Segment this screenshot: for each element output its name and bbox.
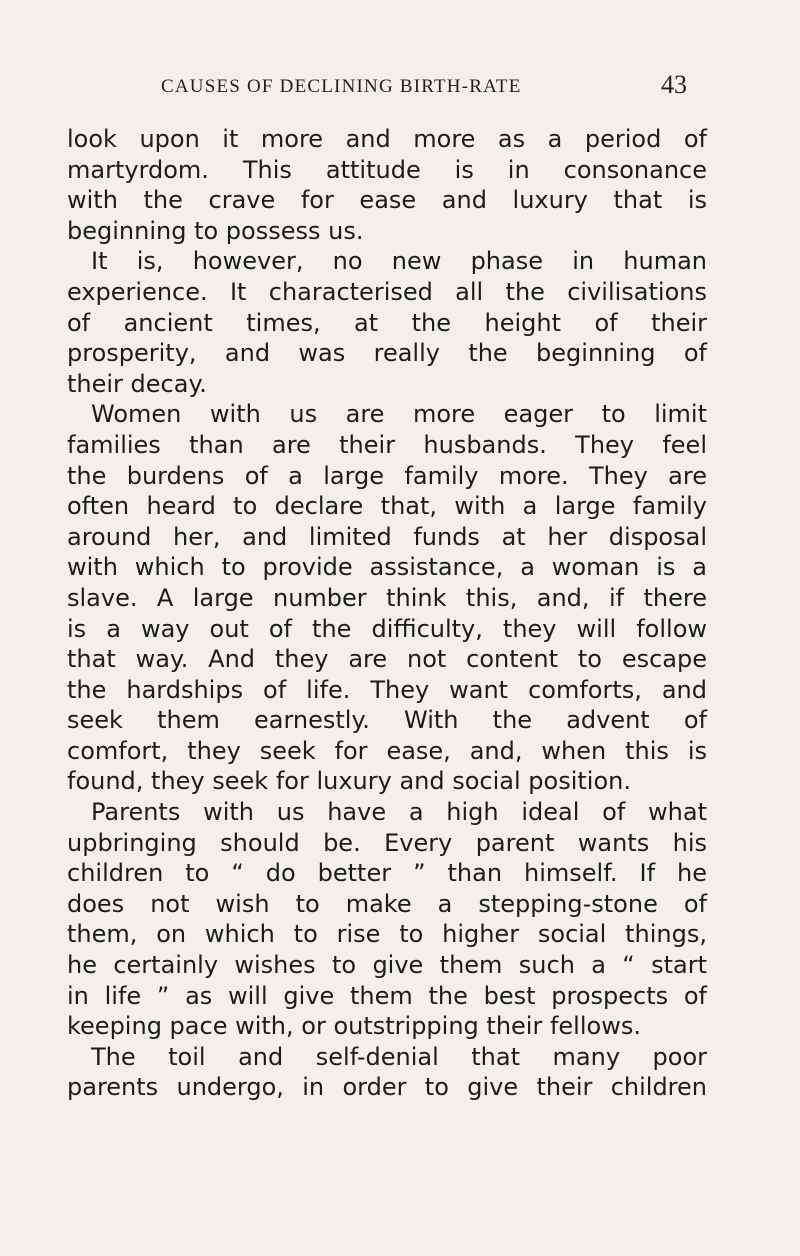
text-line: Women with us are more eager to limit: [91, 400, 707, 429]
text-line: prosperity, and was really the beginning of: [67, 339, 707, 368]
text-line: parents undergo, in order to give their children: [67, 1073, 707, 1102]
page-number: 43: [661, 70, 687, 99]
text-line: does not wish to make a stepping-stone of: [67, 889, 707, 918]
text-line: is a way out of the difficulty, they will follow: [67, 614, 707, 643]
text-line: with the crave for ease and luxury that is: [67, 186, 707, 215]
text-line: he certainly wishes to give them such a “ start: [67, 951, 707, 980]
text-line: martyrdom. This attitude is in consonance: [67, 155, 707, 184]
text-line: the hardships of life. They want comforts, and: [67, 675, 707, 704]
text-line: experience. It characterised all the civilisations: [67, 277, 707, 306]
text-line: beginning to possess us.: [67, 216, 364, 245]
running-head: [67, 72, 687, 104]
text-line: that way. And they are not content to escape: [67, 645, 707, 674]
text-line: the burdens of a large family more. They are: [67, 461, 707, 490]
text-line: seek them earnestly. With the advent of: [67, 706, 707, 735]
text-line: keeping pace with, or outstripping their fellows.: [67, 1012, 641, 1041]
text-line: slave. A large number think this, and, if there: [67, 583, 707, 612]
text-line: The toil and self-denial that many poor: [91, 1042, 707, 1071]
running-title: CAUSES OF DECLINING BIRTH-RATE: [161, 76, 522, 97]
text-line: around her, and limited funds at her disposal: [67, 522, 707, 551]
text-line: comfort, they seek for ease, and, when this is: [67, 736, 707, 765]
text-line: It is, however, no new phase in human: [91, 247, 707, 276]
text-line: them, on which to rise to higher social things,: [67, 920, 707, 949]
text-line: with which to provide assistance, a woman is a: [67, 553, 707, 582]
body-text: [67, 124, 707, 1103]
text-line: upbringing should be. Every parent wants his: [67, 828, 707, 857]
text-line: Parents with us have a high ideal of what: [91, 798, 707, 827]
text-line: families than are their husbands. They feel: [67, 430, 707, 459]
text-line: their decay.: [67, 369, 207, 398]
text-line: in life ” as will give them the best prospects of: [67, 981, 707, 1010]
text-line: of ancient times, at the height of their: [67, 308, 707, 337]
text-line: look upon it more and more as a period of: [67, 125, 707, 153]
text-line: children to “ do better ” than himself. If he: [67, 859, 707, 888]
text-line: often heard to declare that, with a large family: [67, 492, 707, 521]
text-line: found, they seek for luxury and social position.: [67, 767, 631, 796]
